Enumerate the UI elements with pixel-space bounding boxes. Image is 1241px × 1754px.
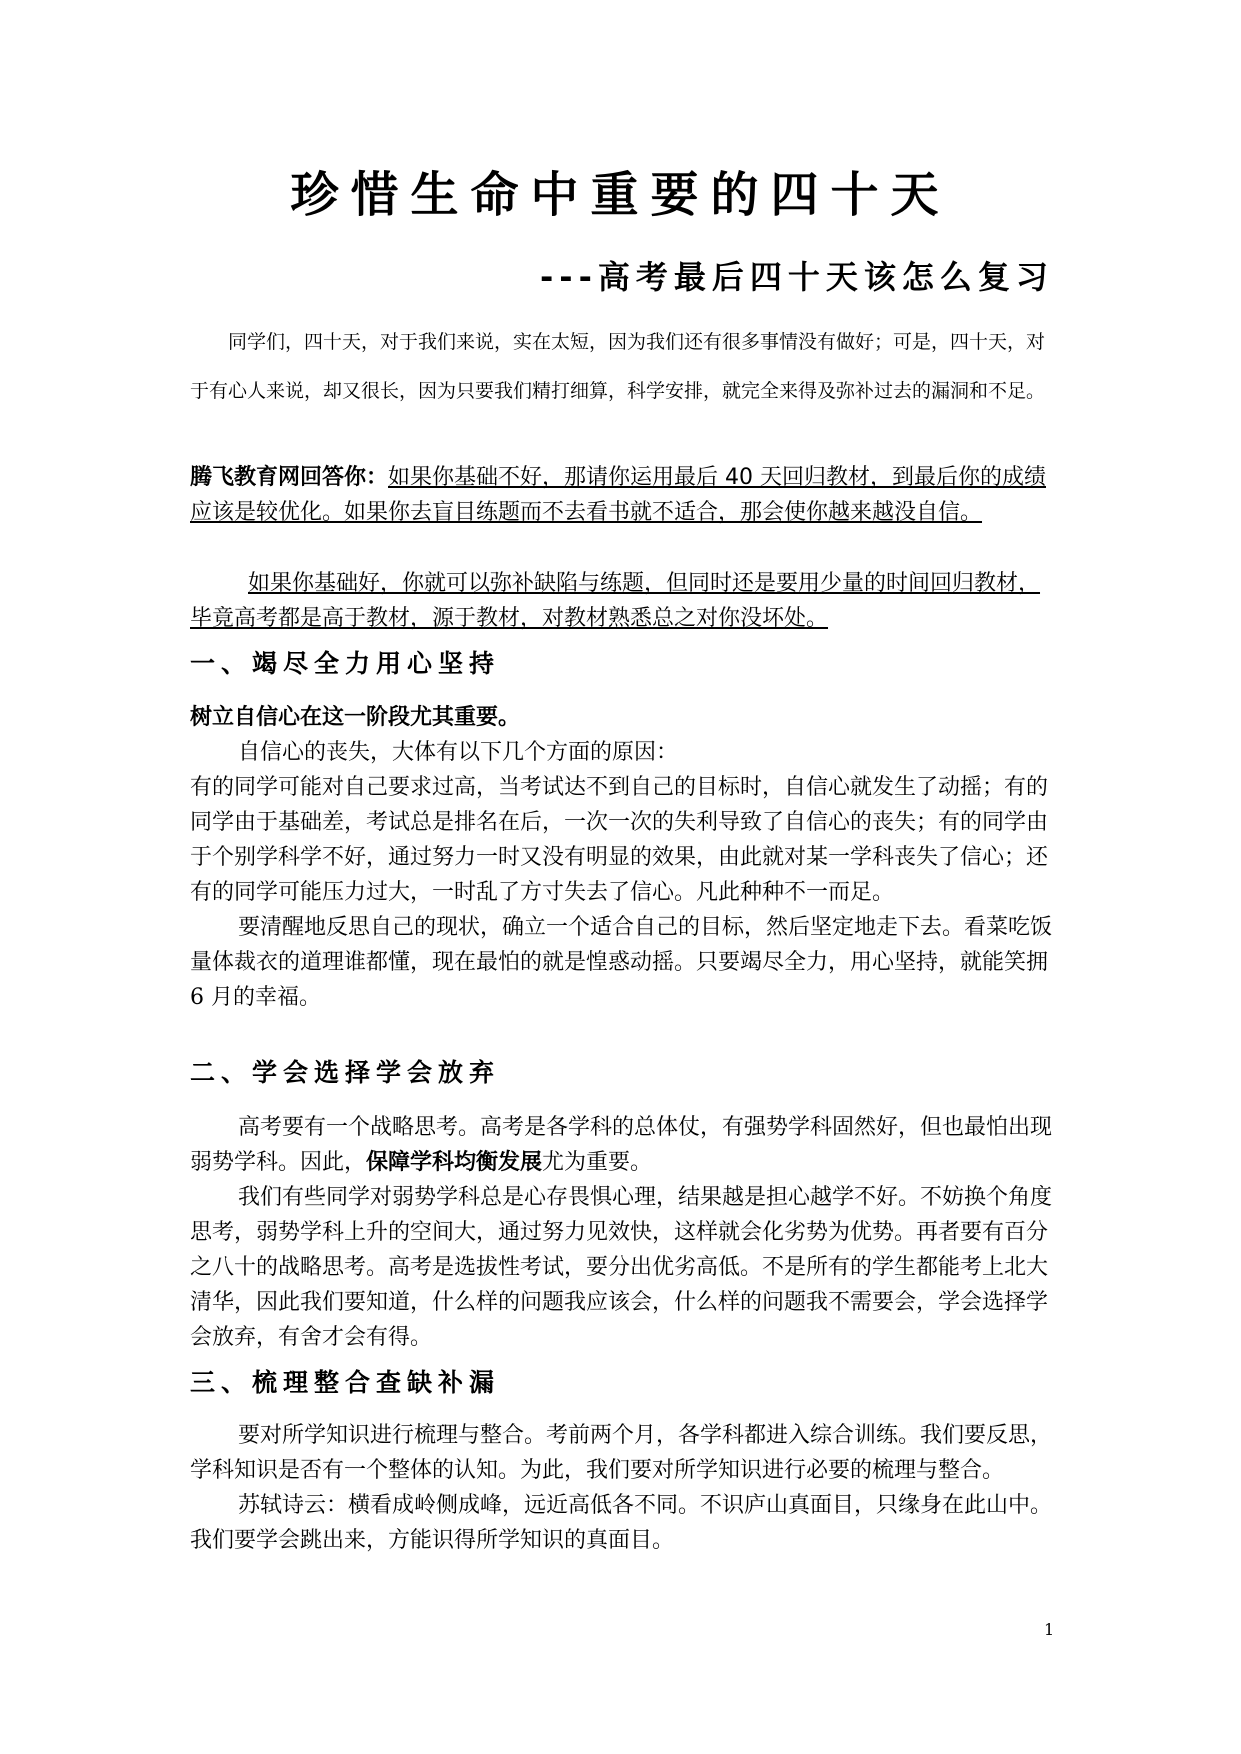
section1-paragraph-1: 自信心的丧失，大体有以下几个方面的原因：	[238, 740, 679, 765]
section2-body	[190, 1110, 1060, 1355]
section2-p1-end: 尤为重要。	[542, 1150, 653, 1175]
answer-text-2: 如果你基础好，你就可以弥补缺陷与练题，但同时还是要用少量的时间回归教材，毕竟高考都是高于教材，源于教材，对教材熟悉总之对你没坏处。	[190, 571, 1041, 631]
section3-paragraph-2: 苏轼诗云：横看成岭侧成峰，远近高低各不同。不识庐山真面目，只缘身在此山中。我们要学会跳出来，方能识得所学知识的真面目。	[190, 1493, 1053, 1553]
section2-paragraph-1	[190, 1110, 1060, 1180]
page-number: 1	[1044, 1620, 1055, 1639]
answer-block	[190, 460, 1060, 530]
answer-label: 腾飞教育网回答你：	[190, 465, 389, 490]
page-subtitle: ---高考最后四十天该怎么复习	[540, 258, 1054, 296]
answer-text-1: 如果你基础不好，那请你运用最后 40 天回归教材，到最后你的成绩应该是较优化。如果你去盲目练题而不去看书就不适合，那会使你越来越没自信。	[190, 465, 1046, 525]
section1-paragraph-2: 有的同学可能对自己要求过高，当考试达不到自己的目标时，自信心就发生了动摇；有的同学由于基础差，考试总是排名在后，一次一次的失利导致了自信心的丧失；有的同学由于个别学科学不好，通过努力一时又没有明显的效果，由此就对某一学科丧失了信心；还有的同学可能压力过大，一时乱了方寸失去了信心。凡此种种不一而足。	[190, 775, 1049, 905]
section2-p1-bold: 保障学科均衡发展	[366, 1150, 543, 1175]
answer-block-2	[190, 566, 1060, 636]
section3-heading: 三、梳理整合查缺补漏	[190, 1368, 501, 1397]
intro-text: 同学们，四十天，对于我们来说，实在太短，因为我们还有很多事情没有做好；可是，四十天，对于有心人来说，却又很长，因为只要我们精打细算，科学安排，就完全来得及弥补过去的漏洞和不足。	[190, 331, 1046, 402]
section2-heading: 二、学会选择学会放弃	[190, 1058, 501, 1087]
intro-paragraph	[190, 318, 1060, 416]
page-title: 珍惜生命中重要的四十天	[290, 167, 951, 223]
section1-bold-line: 树立自信心在这一阶段尤其重要。	[190, 705, 521, 730]
section3-paragraph-1: 要对所学知识进行梳理与整合。考前两个月，各学科都进入综合训练。我们要反思，学科知识是否有一个整体的认知。为此，我们要对所学知识进行必要的梳理与整合。	[190, 1423, 1053, 1483]
section1-paragraph-3: 要清醒地反思自己的现状，确立一个适合自己的目标，然后坚定地走下去。看菜吃饭量体裁衣的道理谁都懂，现在最怕的就是惶惑动摇。只要竭尽全力，用心坚持，就能笑拥 6 月的幸福。	[190, 915, 1053, 1010]
section2-paragraph-2: 我们有些同学对弱势学科总是心存畏惧心理，结果越是担心越学不好。不妨换个角度思考，弱势学科上升的空间大，通过努力见效快，这样就会化劣势为优势。再者要有百分之八十的战略思考。高考是选拔性考试，要分出优劣高低。不是所有的学生都能考上北大清华，因此我们要知道，什么样的问题我应该会，什么样的问题我不需要会，学会选择学会放弃，有舍才会有得。	[190, 1185, 1053, 1350]
section1-heading: 一、竭尽全力用心坚持	[190, 649, 501, 678]
section2-p1-start: 高考要有一个战略思考。高考是各学科的总体仗，有强势学科固然好，但也最怕出现弱势学科。因此，	[190, 1115, 1053, 1175]
section3-body	[190, 1418, 1060, 1558]
section1-body	[190, 700, 1060, 1015]
